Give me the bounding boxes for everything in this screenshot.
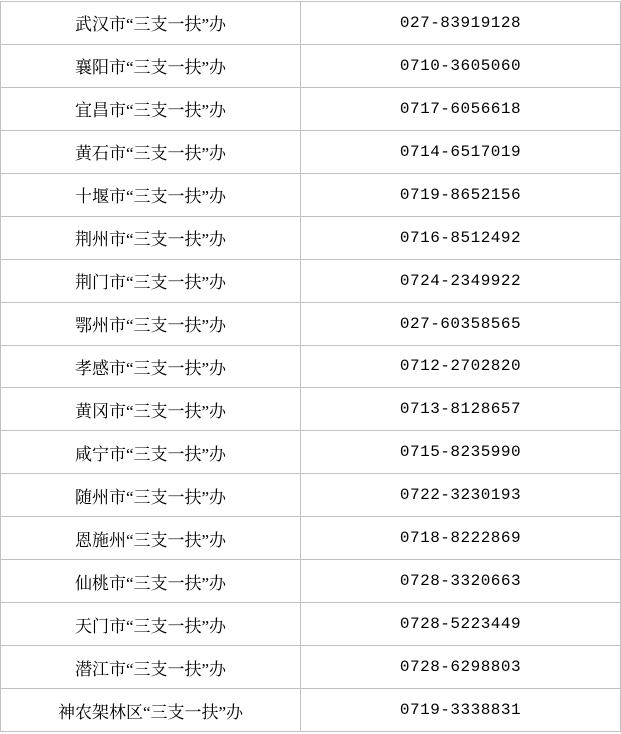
office-name-cell: 天门市“三支一扶”办 [1, 603, 301, 646]
table-row [1, 646, 621, 689]
office-name-cell: 黄冈市“三支一扶”办 [1, 388, 301, 431]
table-row [1, 87, 621, 130]
office-name-cell: 十堰市“三支一扶”办 [1, 173, 301, 216]
office-name-cell: 荆州市“三支一扶”办 [1, 216, 301, 259]
table-row [1, 259, 621, 302]
office-name-cell: 咸宁市“三支一扶”办 [1, 431, 301, 474]
phone-number-cell: 0712-2702820 [301, 345, 621, 388]
table-row [1, 560, 621, 603]
phone-number-cell: 0728-6298803 [301, 646, 621, 689]
phone-number-cell: 027-83919128 [301, 2, 621, 45]
phone-number-cell: 0710-3605060 [301, 44, 621, 87]
table-row [1, 130, 621, 173]
table-row [1, 474, 621, 517]
phone-number-cell: 0724-2349922 [301, 259, 621, 302]
phone-number-cell: 0716-8512492 [301, 216, 621, 259]
office-name-cell: 神农架林区“三支一扶”办 [1, 689, 301, 732]
office-name-cell: 宜昌市“三支一扶”办 [1, 87, 301, 130]
table-row [1, 689, 621, 732]
phone-number-cell: 0722-3230193 [301, 474, 621, 517]
phone-number-cell: 0719-8652156 [301, 173, 621, 216]
office-name-cell: 仙桃市“三支一扶”办 [1, 560, 301, 603]
table-row [1, 603, 621, 646]
phone-number-cell: 0713-8128657 [301, 388, 621, 431]
office-name-cell: 黄石市“三支一扶”办 [1, 130, 301, 173]
phone-number-cell: 0728-5223449 [301, 603, 621, 646]
table-row [1, 216, 621, 259]
office-name-cell: 随州市“三支一扶”办 [1, 474, 301, 517]
office-name-cell: 恩施州“三支一扶”办 [1, 517, 301, 560]
phone-directory-table [0, 1, 621, 732]
phone-number-cell: 027-60358565 [301, 302, 621, 345]
office-name-cell: 荆门市“三支一扶”办 [1, 259, 301, 302]
office-name-cell: 襄阳市“三支一扶”办 [1, 44, 301, 87]
phone-number-cell: 0718-8222869 [301, 517, 621, 560]
phone-number-cell: 0719-3338831 [301, 689, 621, 732]
table-row [1, 2, 621, 45]
table-row [1, 345, 621, 388]
table-row [1, 431, 621, 474]
table-row [1, 517, 621, 560]
office-name-cell: 鄂州市“三支一扶”办 [1, 302, 301, 345]
office-name-cell: 潜江市“三支一扶”办 [1, 646, 301, 689]
phone-table-body [1, 2, 621, 732]
phone-number-cell: 0714-6517019 [301, 130, 621, 173]
phone-number-cell: 0715-8235990 [301, 431, 621, 474]
office-name-cell: 武汉市“三支一扶”办 [1, 2, 301, 45]
phone-number-cell: 0728-3320663 [301, 560, 621, 603]
table-row [1, 388, 621, 431]
table-row [1, 44, 621, 87]
table-row [1, 173, 621, 216]
table-row [1, 302, 621, 345]
phone-number-cell: 0717-6056618 [301, 87, 621, 130]
office-name-cell: 孝感市“三支一扶”办 [1, 345, 301, 388]
